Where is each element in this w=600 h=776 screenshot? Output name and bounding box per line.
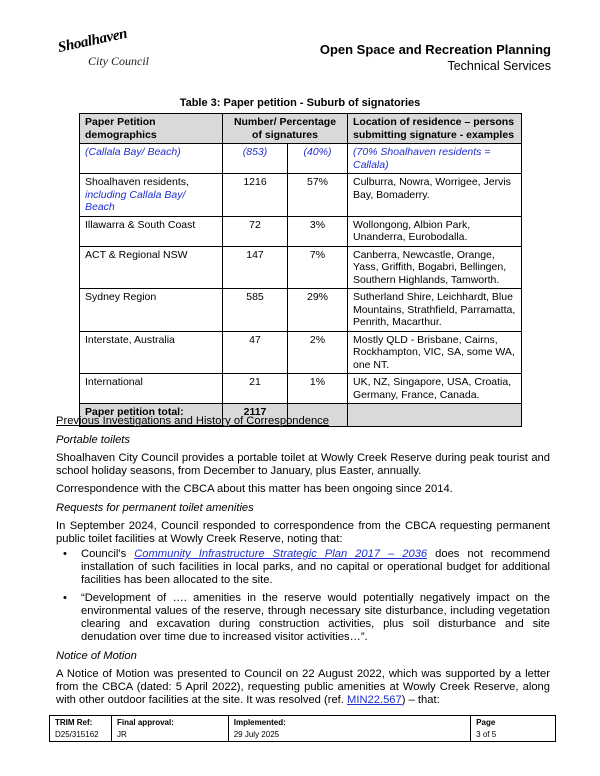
cell-number: 585 (223, 289, 288, 332)
table-row (80, 246, 522, 289)
subheading-requests: Requests for permanent toilet amenities (56, 502, 254, 514)
cell-location: Sutherland Shire, Leichhardt, Blue Mountains, Strathfield, Parramatta, Penrith, Macarthur. (348, 289, 522, 332)
cell-total-number: 2117 (223, 404, 288, 427)
bullet-list (56, 548, 550, 649)
petition-table (79, 113, 522, 427)
cell-location: Mostly QLD - Brisbane, Cairns, Rockhampton, VIC, SA, some WA, one NT. (348, 331, 522, 374)
bullet-item (56, 548, 550, 587)
subheading-notice: Notice of Motion (56, 650, 137, 662)
cell-percent: 3% (288, 216, 348, 246)
notice-text: A Notice of Motion was presented to Council on 22 August 2022, which was supported by a letter from the CBCA (dated: 5 April 2022), requesting public amenities at Wowly Creek Reserve, along with other outdoor facilities at the site. It was resolved (ref. (56, 668, 550, 706)
footer-approval-label: Final approval: (116, 718, 174, 727)
table-row (80, 374, 522, 404)
table-row-subtotal (80, 144, 522, 174)
subheading-portable-toilets: Portable toilets (56, 434, 131, 446)
cell-location: (70% Shoalhaven residents = Callala) (348, 144, 522, 174)
footer-approval (111, 716, 228, 742)
table-header-row (80, 114, 522, 144)
bullet-text: Council’s (81, 548, 135, 560)
header-title: Open Space and Recreation Planning (319, 42, 551, 57)
cell-location: Culburra, Nowra, Worrigee, Jervis Bay, Bomaderry. (348, 174, 522, 217)
cell-label: (Callala Bay/ Beach) (80, 144, 223, 174)
footer-page-label: Page (476, 718, 496, 727)
col-header-number: Number/ Percentage of signatures (223, 114, 348, 144)
footer-page-value: 3 of 5 (476, 730, 497, 739)
footer-implemented-value: 29 July 2025 (233, 730, 280, 739)
footer-table (49, 715, 556, 742)
paragraph-portable-toilets: Shoalhaven City Council provides a portable toilet at Wowly Creek Reserve during peak tourist and school holiday seasons, from December to January, plus Easter, annually. (56, 452, 550, 477)
cell-number: 1216 (223, 174, 288, 217)
paragraph-september: In September 2024, Council responded to correspondence from the CBCA requesting permanent public toilet facilities at Wowly Creek Reserve, noting that: (56, 520, 550, 545)
notice-text-end: ) – that: (401, 694, 440, 706)
cell-label: Interstate, Australia (80, 331, 223, 374)
logo-wordmark: Shoalhaven (56, 25, 129, 57)
cell-label-text: Shoalhaven residents, (85, 176, 189, 188)
cell-label: Illawarra & South Coast (80, 216, 223, 246)
cell-number: 72 (223, 216, 288, 246)
cell-label (80, 174, 223, 217)
footer-trim (50, 716, 112, 742)
table-row (80, 289, 522, 332)
table-row (80, 331, 522, 374)
cell-number: 21 (223, 374, 288, 404)
cell-number: 147 (223, 246, 288, 289)
bullet-text: does not recommend installation of such facilities in local parks, and no capital or operational budget for additional facilities has been allocated to the site. (81, 548, 550, 586)
footer-trim-label: TRIM Ref: (55, 718, 93, 727)
council-logo (56, 25, 156, 76)
footer-trim-value: D25/315162 (55, 730, 99, 739)
cell-location: Wollongong, Albion Park, Unanderra, Eurobodalla. (348, 216, 522, 246)
strategic-plan-link[interactable]: Community Infrastructure Strategic Plan 2017 – 2036 (134, 548, 428, 560)
table-row (80, 174, 522, 217)
footer-page (471, 716, 556, 742)
col-header-demographics: Paper Petition demographics (80, 114, 223, 144)
cell-location: UK, NZ, Singapore, USA, Croatia, Germany, France, Canada. (348, 374, 522, 404)
footer-implemented (228, 716, 470, 742)
cell-percent: 57% (288, 174, 348, 217)
section-heading: Previous Investigations and History of Correspondence (56, 415, 329, 427)
paragraph-notice (56, 668, 550, 707)
cell-percent: 7% (288, 246, 348, 289)
cell-label: ACT & Regional NSW (80, 246, 223, 289)
cell-percent: (40%) (288, 144, 348, 174)
header-subtitle: Technical Services (447, 59, 551, 73)
cell-label: International (80, 374, 223, 404)
cell-label: Sydney Region (80, 289, 223, 332)
cell-number: 47 (223, 331, 288, 374)
logo-subtext: City Council (88, 54, 149, 68)
bullet-item: • “Development of …. amenities in the reserve would potentially negatively impact on the environmental values of the reserve, through necessary site disturbance, including vegetation clearing and excavation during construction activities, plus soil disturbance and site denudation over time due to increased visitor activities…”. (56, 592, 550, 644)
min22-567-link[interactable]: MIN22.567 (347, 694, 402, 706)
cell-location: Canberra, Newcastle, Orange, Yass, Griffith, Bogabri, Bellingen, Southern Highlands, Tamworth. (348, 246, 522, 289)
footer-approval-value: JR (116, 730, 127, 739)
paragraph-correspondence: Correspondence with the CBCA about this matter has been ongoing since 2014. (56, 483, 453, 495)
cell-percent: 1% (288, 374, 348, 404)
cell-label-sub: including Callala Bay/ Beach (85, 188, 186, 213)
table-row (80, 216, 522, 246)
cell-percent: 2% (288, 331, 348, 374)
cell-number: (853) (223, 144, 288, 174)
col-header-location: Location of residence – persons submitting signature - examples (348, 114, 522, 144)
cell-total-label: Paper petition total: (80, 404, 223, 427)
table-caption: Table 3: Paper petition - Suburb of signatories (179, 97, 421, 109)
cell-percent: 29% (288, 289, 348, 332)
footer-implemented-label: Implemented: (233, 718, 286, 727)
